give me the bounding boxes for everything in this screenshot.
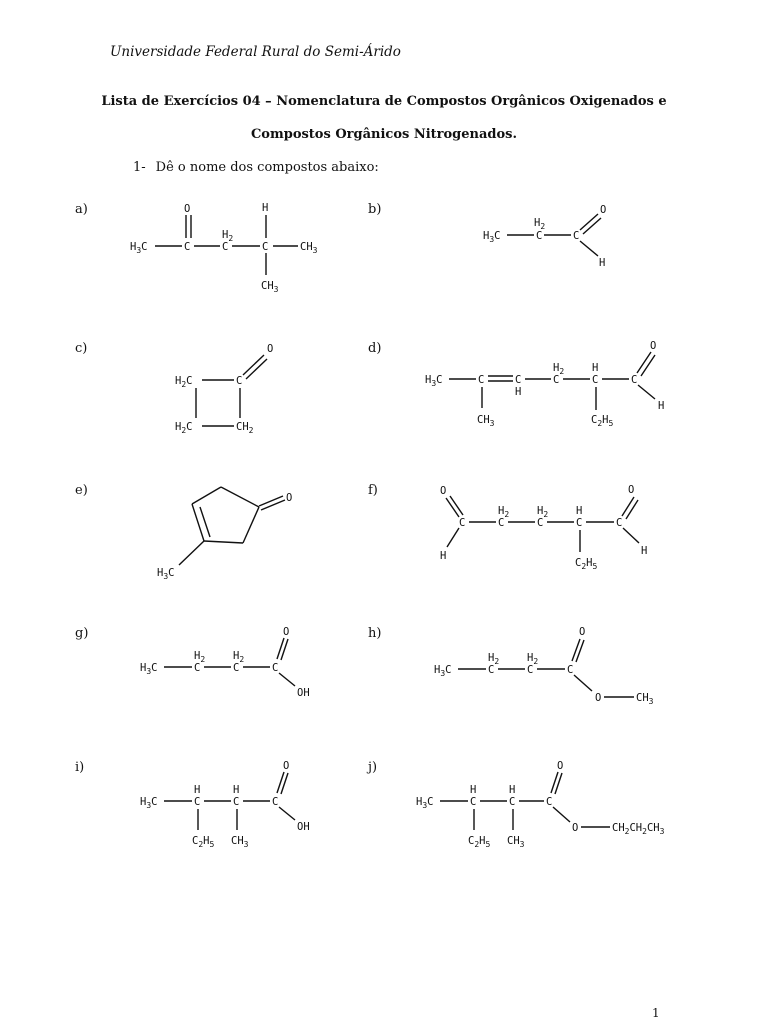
- svg-text:H3C: $H_3C$: [434, 664, 452, 678]
- svg-text:C: C: [546, 796, 553, 808]
- svg-text:OH: OH: [297, 821, 310, 833]
- svg-text:C: C: [616, 517, 623, 529]
- svg-text:CH3: $CH_3$: [300, 241, 318, 255]
- question-number: 1-: [133, 160, 146, 175]
- item-label-i: i): [75, 760, 85, 775]
- svg-text:H: H: [509, 784, 516, 796]
- svg-text:H2: $H_2$: [527, 652, 539, 666]
- svg-text:C: C: [222, 241, 229, 253]
- svg-text:C: C: [233, 796, 240, 808]
- svg-text:H2: $H_2$: [222, 229, 234, 243]
- item-label-e: e): [75, 483, 88, 498]
- svg-text:H3C: $H_3C$: [416, 796, 434, 810]
- svg-text:OH: OH: [297, 687, 310, 699]
- structure-j: [414, 758, 684, 853]
- svg-text:C: C: [272, 796, 279, 808]
- svg-text:H: H: [262, 202, 269, 214]
- item-label-j: j): [368, 760, 378, 775]
- svg-text:H3C: $H_3C$: [157, 567, 175, 581]
- item-label-g: g): [75, 626, 89, 641]
- svg-text:CH2CH2CH3: $CH_2CH_2CH_3$: [612, 822, 665, 836]
- svg-text:H2C: $H_2C$: [175, 375, 193, 389]
- svg-text:O: O: [579, 626, 586, 638]
- svg-text:CH3: $CH_3$: [477, 414, 495, 428]
- svg-text:C: C: [478, 374, 485, 386]
- svg-text:H: H: [599, 257, 606, 269]
- structure-b: [482, 200, 622, 275]
- svg-text:H3C: $H_3C$: [140, 662, 158, 676]
- svg-text:H: H: [515, 386, 522, 398]
- question-text: Dê o nome dos compostos abaixo:: [155, 160, 379, 175]
- svg-text:H: H: [658, 400, 665, 412]
- svg-text:H: H: [641, 545, 648, 557]
- structure-g: [138, 622, 328, 707]
- svg-text:O: O: [650, 340, 657, 352]
- svg-text:H: H: [194, 784, 201, 796]
- university-name: Universidade Federal Rural do Semi-Árido: [110, 44, 401, 60]
- item-label-h: h): [368, 626, 382, 641]
- svg-text:C2H5: $C_2H_5$: [192, 835, 215, 849]
- svg-text:H2: $H_2$: [553, 362, 565, 376]
- svg-text:H: H: [592, 362, 599, 374]
- svg-text:C: C: [631, 374, 638, 386]
- svg-text:C: C: [576, 517, 583, 529]
- page-number: 1: [652, 1006, 660, 1020]
- svg-text:C: C: [272, 662, 279, 674]
- svg-text:O: O: [283, 626, 290, 638]
- svg-text:C2H5: $C_2H_5$: [468, 835, 491, 849]
- svg-text:C: C: [262, 241, 269, 253]
- svg-text:C: C: [184, 241, 191, 253]
- svg-text:C: C: [553, 374, 560, 386]
- svg-text:H2: $H_2$: [537, 505, 549, 519]
- item-label-d: d): [368, 341, 382, 356]
- svg-text:H2: $H_2$: [534, 217, 546, 231]
- svg-text:O: O: [184, 203, 191, 215]
- svg-text:CH3: $CH_3$: [507, 835, 525, 849]
- svg-text:C: C: [236, 375, 243, 387]
- item-label-f: f): [368, 483, 378, 498]
- structure-c: [172, 338, 292, 443]
- svg-text:H: H: [440, 550, 447, 562]
- svg-text:H2: $H_2$: [488, 652, 500, 666]
- structure-h: [432, 622, 672, 712]
- structure-i: [138, 758, 328, 853]
- svg-text:CH2: $CH_2$: [236, 421, 254, 435]
- svg-text:O: O: [267, 343, 274, 355]
- svg-text:C: C: [573, 230, 580, 242]
- svg-text:C: C: [536, 230, 543, 242]
- svg-text:O: O: [572, 822, 579, 834]
- svg-text:O: O: [600, 204, 607, 216]
- svg-text:CH3: $CH_3$: [231, 835, 249, 849]
- svg-text:H: H: [233, 784, 240, 796]
- svg-text:H2: $H_2$: [194, 650, 206, 664]
- title-line-2: Compostos Orgânicos Nitrogenados.: [250, 127, 518, 142]
- svg-text:C: C: [537, 517, 544, 529]
- svg-text:C: C: [194, 796, 201, 808]
- title-line-1: Lista de Exercícios 04 – Nomenclatura de Compostos Orgânicos Oxigenados e: [101, 94, 667, 109]
- svg-text:C: C: [527, 664, 534, 676]
- svg-text:H: H: [576, 505, 583, 517]
- svg-text:CH3: $CH_3$: [636, 692, 654, 706]
- structure-a: [128, 198, 328, 298]
- svg-text:O: O: [557, 760, 564, 772]
- svg-text:C: C: [567, 664, 574, 676]
- svg-text:C: C: [194, 662, 201, 674]
- svg-text:C: C: [498, 517, 505, 529]
- svg-text:O: O: [286, 492, 293, 504]
- svg-text:C2H5: $C_2H_5$: [591, 414, 614, 428]
- svg-text:C: C: [233, 662, 240, 674]
- svg-text:H2C: $H_2C$: [175, 421, 193, 435]
- svg-text:H3C: $H_3C$: [130, 241, 148, 255]
- svg-text:H2: $H_2$: [498, 505, 510, 519]
- item-label-b: b): [368, 202, 382, 217]
- question-1: [133, 160, 379, 175]
- structure-e: [155, 482, 305, 582]
- svg-text:H3C: $H_3C$: [483, 230, 501, 244]
- svg-text:H3C: $H_3C$: [140, 796, 158, 810]
- svg-text:CH3: $CH_3$: [261, 280, 279, 294]
- svg-text:O: O: [283, 760, 290, 772]
- svg-text:C2H5: $C_2H_5$: [575, 557, 598, 571]
- structure-f: [438, 480, 668, 575]
- svg-text:O: O: [440, 485, 447, 497]
- svg-text:C: C: [509, 796, 516, 808]
- item-label-c: c): [75, 341, 88, 356]
- svg-text:O: O: [595, 692, 602, 704]
- svg-text:C: C: [488, 664, 495, 676]
- svg-text:H3C: $H_3C$: [425, 374, 443, 388]
- svg-text:O: O: [628, 484, 635, 496]
- svg-text:C: C: [459, 517, 466, 529]
- svg-text:H2: $H_2$: [233, 650, 245, 664]
- svg-text:C: C: [515, 374, 522, 386]
- item-label-a: a): [75, 202, 88, 217]
- svg-text:H: H: [470, 784, 477, 796]
- svg-text:C: C: [470, 796, 477, 808]
- svg-text:C: C: [592, 374, 599, 386]
- structure-d: [424, 338, 674, 433]
